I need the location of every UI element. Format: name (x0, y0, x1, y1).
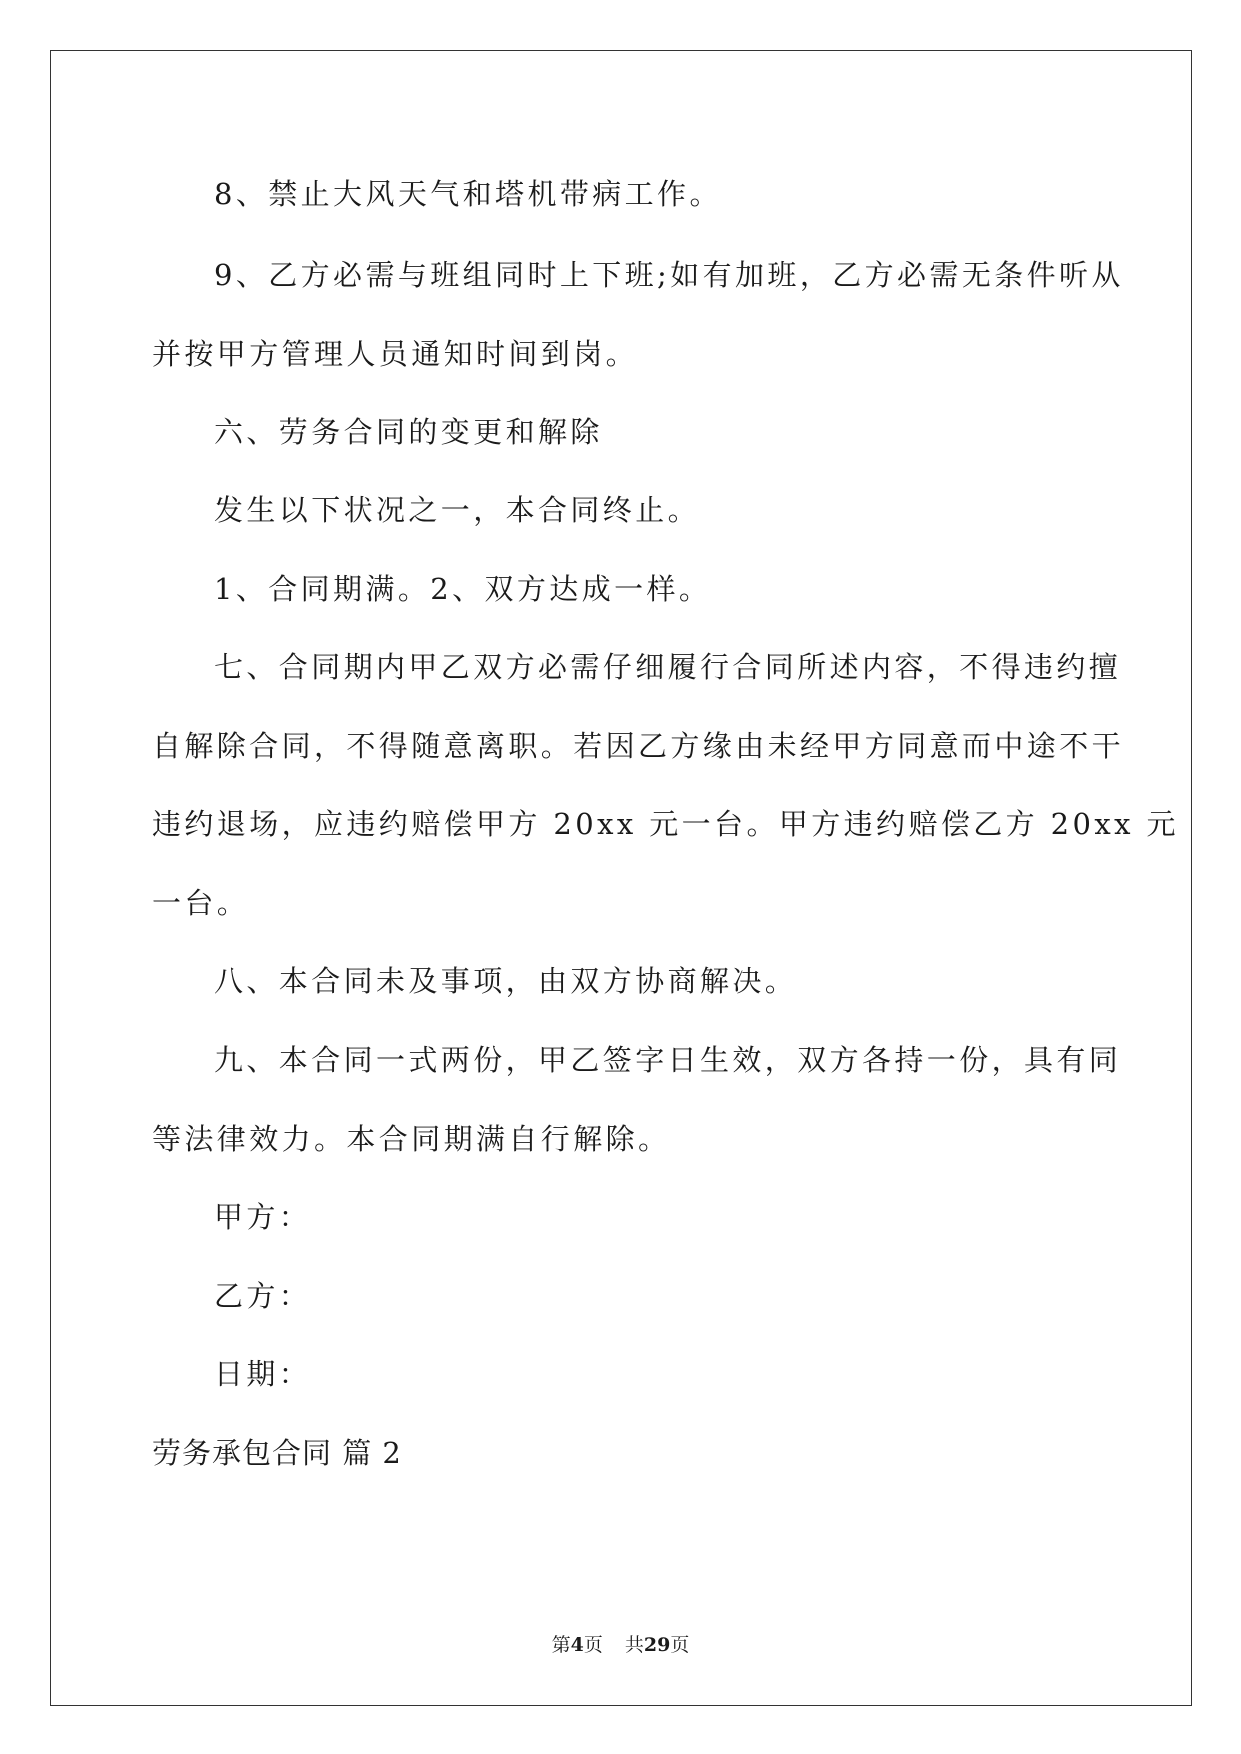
section-7-line-4: 一台。 (152, 886, 250, 920)
clause-8: 8、禁止大风天气和塔机带病工作。 (214, 177, 722, 211)
section-7-line-2: 自解除合同，不得随意离职。若因乙方缘由未经甲方同意而中途不干 (152, 729, 1125, 763)
termination-conditions: 1、合同期满。2、双方达成一样。 (214, 572, 712, 606)
termination-intro: 发生以下状况之一，本合同终止。 (214, 493, 701, 527)
section-7-line-1: 七、合同期内甲乙双方必需仔细履行合同所述内容，不得违约擅 (214, 650, 1122, 684)
page-current: 4 (570, 1634, 584, 1656)
party-b-label: 乙方： (214, 1279, 312, 1313)
page-total: 29 (643, 1634, 671, 1656)
section-7-line-3: 违约退场，应违约赔偿甲方 20xx 元一台。甲方违约赔偿乙方 20xx 元 (152, 807, 1179, 841)
page-footer (0, 1632, 1241, 1658)
page-prefix: 第 (551, 1634, 571, 1656)
total-prefix: 共 (624, 1634, 644, 1656)
section-9-line-2: 等法律效力。本合同期满自行解除。 (152, 1122, 671, 1156)
page-suffix: 页 (583, 1634, 603, 1656)
section-6-heading: 六、劳务合同的变更和解除 (214, 415, 603, 449)
section-8: 八、本合同未及事项，由双方协商解决。 (214, 964, 798, 998)
date-label: 日期： (214, 1357, 312, 1391)
total-suffix: 页 (670, 1634, 690, 1656)
clause-9-line-1: 9、乙方必需与班组同时上下班;如有加班，乙方必需无条件听从 (214, 258, 1124, 292)
clause-9-line-2: 并按甲方管理人员通知时间到岗。 (152, 337, 639, 371)
next-contract-title: 劳务承包合同 篇 2 (152, 1436, 402, 1470)
section-9-line-1: 九、本合同一式两份，甲乙签字日生效，双方各持一份，具有同 (214, 1043, 1122, 1077)
party-a-label: 甲方： (214, 1200, 312, 1234)
